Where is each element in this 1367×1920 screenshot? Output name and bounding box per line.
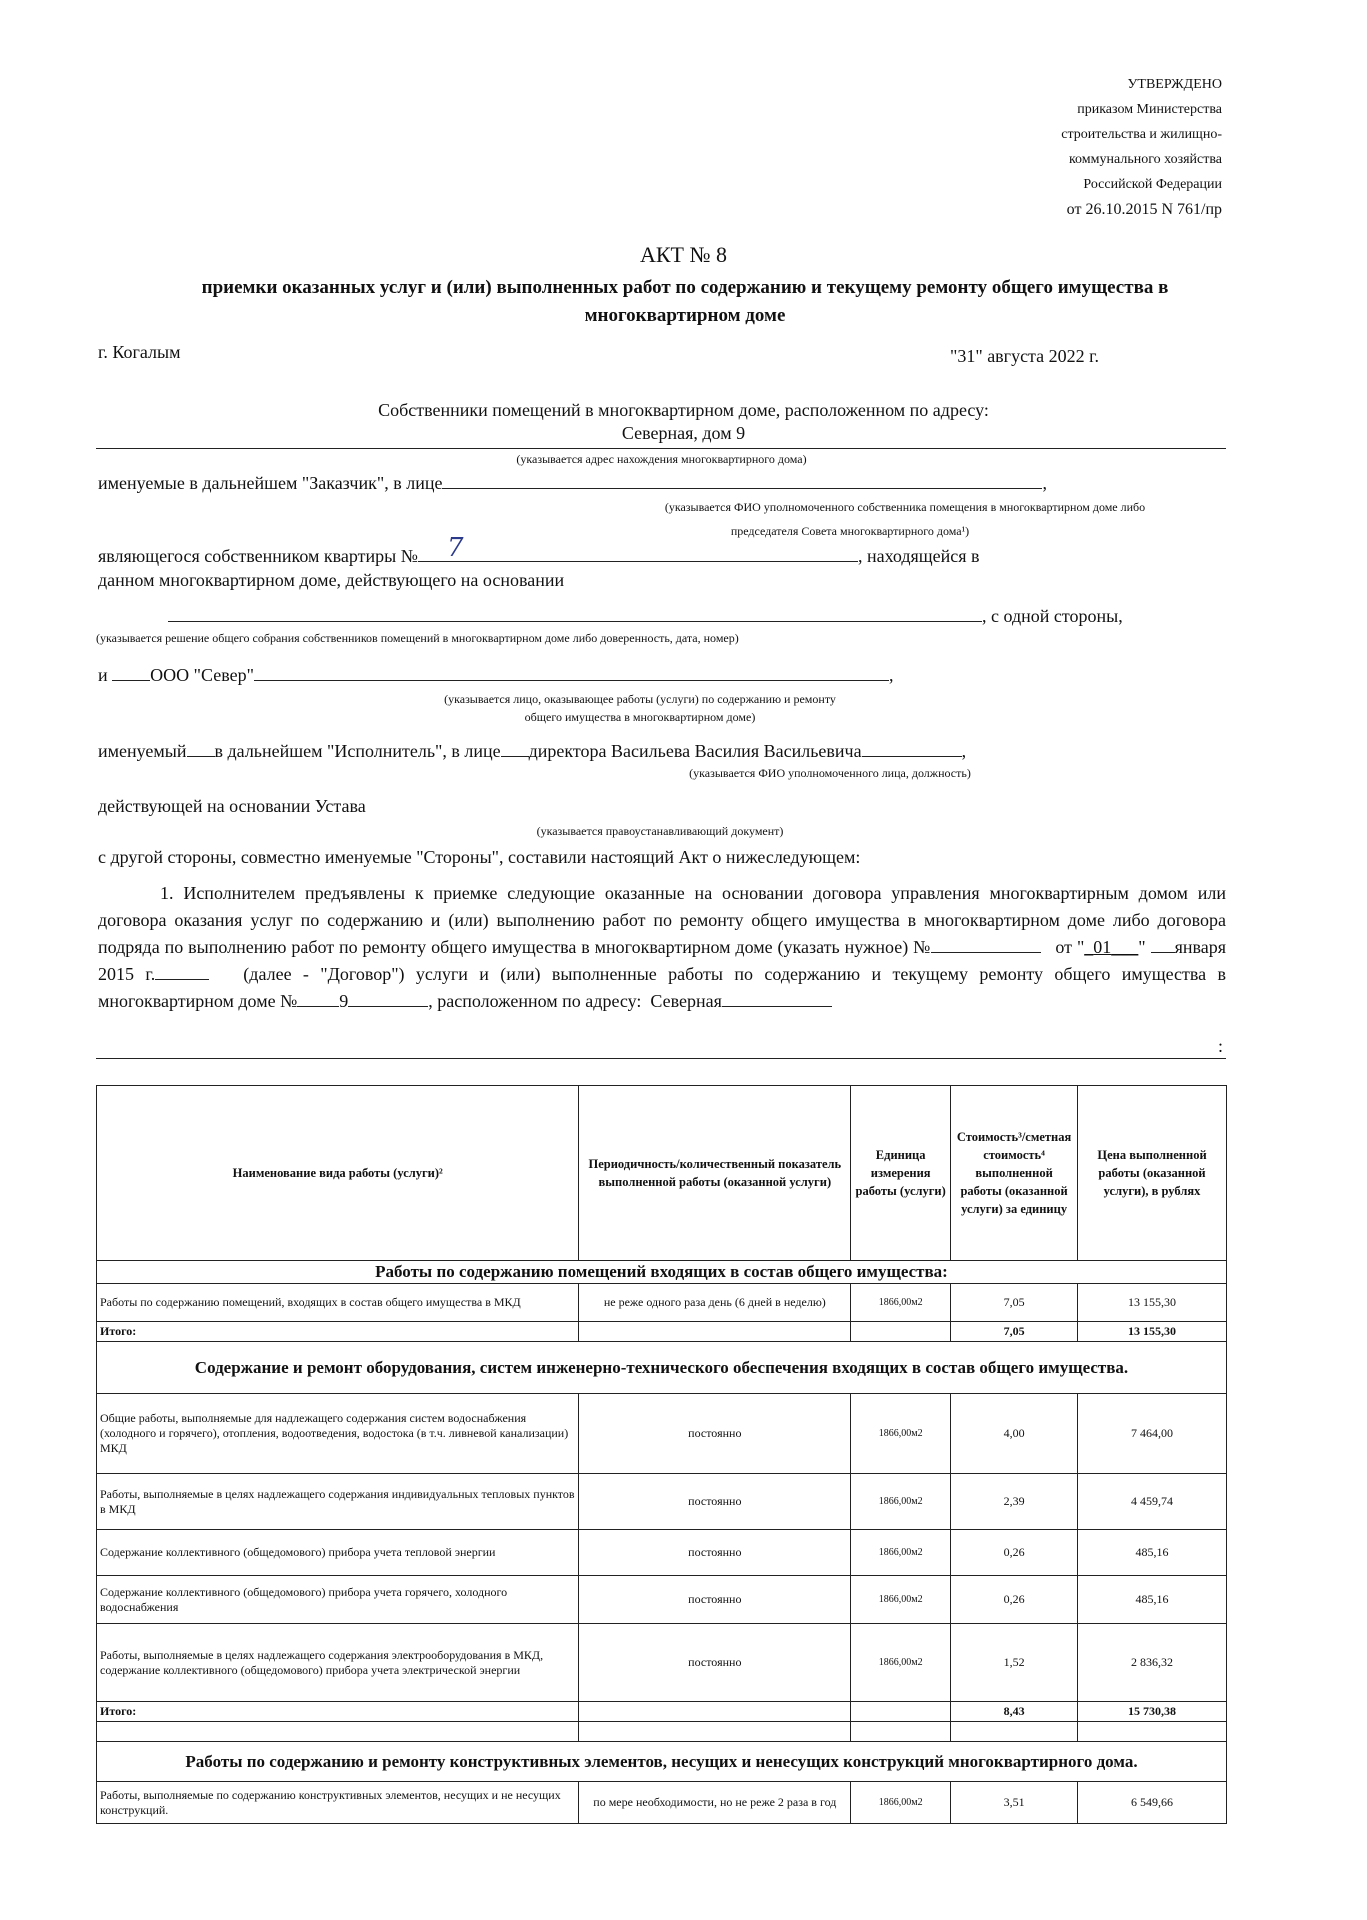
executor-post-blank <box>862 740 962 757</box>
row-price: 6 549,66 <box>1078 1782 1227 1824</box>
row-name: Работы, выполняемые в целях надлежащего содержания индивидуальных тепловых пунктов в МКД <box>97 1474 579 1530</box>
total-empty <box>579 1702 851 1722</box>
row-price: 485,16 <box>1078 1576 1227 1624</box>
executor-person: директора Васильева Василия Васильевича <box>528 741 862 761</box>
street-name: Северная <box>650 991 722 1011</box>
street-post-blank <box>722 990 832 1007</box>
section-title: Содержание и ремонт оборудования, систем инженерно-технического обеспечения входящих в состав общего имущества. <box>97 1342 1227 1394</box>
contractor-name: ООО "Север" <box>150 665 254 685</box>
approval-line: строительства и жилищно- <box>1061 127 1222 142</box>
clause-1-text-e: (далее - "Договор") услуги и (или) выполненные работы по содержанию и текущему ремонту общего имущества в многоквартирном доме № <box>98 964 1226 1011</box>
row-unit: 1866,00м2 <box>851 1284 951 1322</box>
apartment-blank <box>418 545 858 562</box>
address-note: (указывается адрес нахождения многоквартирного дома) <box>516 452 807 466</box>
empty-cell <box>851 1722 951 1742</box>
house-pre-blank <box>297 990 339 1007</box>
contract-number-blank <box>931 936 1041 953</box>
house-post-blank <box>348 990 428 1007</box>
executor-gender-blank <box>187 740 215 757</box>
clause-1-text-g: расположенном по адресу: <box>437 991 642 1011</box>
approval-line: УТВЕРЖДЕНО <box>1127 77 1222 92</box>
total-row <box>97 1322 1227 1342</box>
total-cost: 8,43 <box>951 1702 1078 1722</box>
basis-note: (указывается решение общего собрания собственников помещений в многоквартирном доме либо доверенность, дата, номер) <box>96 631 739 645</box>
row-period: по мере необходимости, но не реже 2 раза в год <box>579 1782 851 1824</box>
row-unit: 1866,00м2 <box>851 1782 951 1824</box>
row-cost: 2,39 <box>951 1474 1078 1530</box>
contractor-note-1: (указывается лицо, оказывающее работы (услуги) по содержанию и ремонту <box>444 692 836 706</box>
contractor-pre-blank <box>112 664 150 681</box>
total-label: Итого: <box>97 1702 579 1722</box>
executor-note: (указывается ФИО уполномоченного лица, должность) <box>689 766 971 780</box>
section-title-row <box>97 1742 1227 1782</box>
row-cost: 1,52 <box>951 1624 1078 1702</box>
basis-blank-line <box>168 605 1123 627</box>
acting-basis: действующей на основании Устава <box>98 796 366 816</box>
section-title: Работы по содержанию помещений входящих в состав общего имущества: <box>97 1261 1227 1284</box>
total-cost: 7,05 <box>951 1322 1078 1342</box>
table-row <box>97 1530 1227 1576</box>
contract-day-value: 01 <box>1093 937 1112 957</box>
table-row <box>97 1624 1227 1702</box>
total-label: Итого: <box>97 1322 579 1342</box>
empty-row <box>97 1722 1227 1742</box>
contract-day: _01___ <box>1084 937 1139 957</box>
approval-stamp <box>1061 72 1222 222</box>
customer-line: именуемые в дальнейшем "Заказчик", в лице , <box>98 473 1047 493</box>
empty-cell <box>951 1722 1078 1742</box>
row-name: Работы по содержанию помещений, входящих в состав общего имущества в МКД <box>97 1284 579 1322</box>
header-name: Наименование вида работы (услуги)² <box>97 1086 579 1261</box>
section-title-row <box>97 1342 1227 1394</box>
table-header-row <box>97 1086 1227 1261</box>
section-title: Работы по содержанию и ремонту конструктивных элементов, несущих и ненесущих конструкций многоквартирного дома. <box>97 1742 1227 1782</box>
house-number: 9 <box>339 991 349 1011</box>
row-price: 4 459,74 <box>1078 1474 1227 1530</box>
apartment-label: являющегося собственником квартиры № <box>98 546 418 566</box>
customer-blank <box>442 472 1042 489</box>
acting-note: (указывается правоустанавливающий документ) <box>536 824 784 838</box>
total-empty <box>851 1322 951 1342</box>
clause-1-text-a: 1. Исполнителем предъявлены к приемке следующие оказанные на основании договора управления многоквартирным домом или договора оказания услуг по содержанию и (или) выполнению работ по ремонту общего имущества в многоквартирном доме либо договора подряда по выполнению работ по ремонту общего имущества в многоквартирном доме (указать нужное) № <box>98 883 1226 957</box>
row-unit: 1866,00м2 <box>851 1624 951 1702</box>
row-name: Работы, выполняемые по содержанию конструктивных элементов, несущих и не несущих конструкций. <box>97 1782 579 1824</box>
month-pre-blank <box>1151 936 1175 953</box>
customer-note-1: (указывается ФИО уполномоченного собственника помещения в многоквартирном доме либо <box>664 500 1146 514</box>
empty-cell <box>579 1722 851 1742</box>
empty-cell <box>1078 1722 1227 1742</box>
customer-label: именуемые в дальнейшем "Заказчик", в лице <box>98 473 443 493</box>
works-table <box>96 1085 1227 1824</box>
clause-1-comma: , <box>428 991 433 1011</box>
approval-line: от 26.10.2015 N 761/пр <box>1066 201 1222 218</box>
header-cost: Стоимость³/сметная стоимость⁴ выполненной работы (оказанной услуги) за единицу <box>951 1086 1078 1261</box>
header-unit: Единица измерения работы (услуги) <box>851 1086 951 1261</box>
basis-blank <box>168 605 982 622</box>
and-label: и <box>98 665 108 685</box>
contractor-note-2: общего имущества в многоквартирном доме) <box>524 710 756 724</box>
row-name: Содержание коллективного (общедомового) прибора учета горячего, холодного водоснабжения <box>97 1576 579 1624</box>
apartment-number-handwritten: 7 <box>447 533 464 563</box>
row-unit: 1866,00м2 <box>851 1576 951 1624</box>
row-name: Содержание коллективного (общедомового) прибора учета тепловой энергии <box>97 1530 579 1576</box>
row-price: 7 464,00 <box>1078 1394 1227 1474</box>
table-row <box>97 1782 1227 1824</box>
act-title: АКТ № 8 <box>640 242 727 267</box>
executor-line: именуемый в дальнейшем "Исполнитель", в лице директора Васильева Василия Васильевича , <box>98 741 967 761</box>
row-period: постоянно <box>579 1474 851 1530</box>
table-row <box>97 1394 1227 1474</box>
approval-line: приказом Министерства <box>1077 102 1222 117</box>
row-price: 2 836,32 <box>1078 1624 1227 1702</box>
total-empty <box>579 1322 851 1342</box>
executor-label-1: именуемый <box>98 741 187 761</box>
row-period: постоянно <box>579 1576 851 1624</box>
clause-1-text-b: от " <box>1055 937 1085 957</box>
customer-note-2: председателя Совета многоквартирного дома¹) <box>730 524 970 538</box>
year-post-blank <box>155 963 209 980</box>
row-unit: 1866,00м2 <box>851 1394 951 1474</box>
table-row <box>97 1284 1227 1322</box>
clause-1-text-c: " <box>1138 937 1146 957</box>
executor-label-2: в дальнейшем "Исполнитель", в лице <box>214 741 501 761</box>
owners-line: Собственники помещений в многоквартирном доме, расположенном по адресу: <box>378 400 989 420</box>
row-period: постоянно <box>579 1394 851 1474</box>
approval-line: Российской Федерации <box>1083 177 1222 192</box>
approval-line: коммунального хозяйства <box>1068 152 1222 167</box>
total-empty <box>851 1702 951 1722</box>
row-period: не реже одного раза день (6 дней в неделю) <box>579 1284 851 1322</box>
executor-pre-blank <box>501 740 529 757</box>
act-date: "31" августа 2022 г. <box>950 346 1099 366</box>
clause-1-colon: : <box>1218 1036 1224 1056</box>
contractor-blank <box>254 664 889 681</box>
section-title-row <box>97 1261 1227 1284</box>
row-price: 13 155,30 <box>1078 1284 1227 1322</box>
clause-1-underline <box>96 1058 1226 1059</box>
total-price: 15 730,38 <box>1078 1702 1227 1722</box>
row-cost: 7,05 <box>951 1284 1078 1322</box>
row-price: 485,16 <box>1078 1530 1227 1576</box>
row-cost: 0,26 <box>951 1576 1078 1624</box>
row-cost: 4,00 <box>951 1394 1078 1474</box>
clause-1-text-d: января 2015 г. <box>98 937 1227 984</box>
city: г. Когалым <box>98 342 181 362</box>
contractor-line: и ООО "Север" , <box>98 665 894 685</box>
header-price: Цена выполненной работы (оказанной услуги), в рублях <box>1078 1086 1227 1261</box>
table-row <box>97 1474 1227 1530</box>
row-name: Работы, выполняемые в целях надлежащего содержания электрооборудования в МКД, содержание коллективного (общедомового) прибора учета электрической энергии <box>97 1624 579 1702</box>
empty-cell <box>97 1722 579 1742</box>
clause-1 <box>98 880 1226 1015</box>
row-cost: 3,51 <box>951 1782 1078 1824</box>
row-cost: 0,26 <box>951 1530 1078 1576</box>
table-row <box>97 1576 1227 1624</box>
total-row <box>97 1702 1227 1722</box>
header-period: Периодичность/количественный показатель выполненной работы (оказанной услуги) <box>579 1086 851 1261</box>
one-side: , с одной стороны, <box>982 606 1123 626</box>
act-subtitle: приемки оказанных услуг и (или) выполненных работ по содержанию и текущему ремонту общего имущества в многоквартирном доме <box>201 277 1169 326</box>
row-period: постоянно <box>579 1530 851 1576</box>
basis-line: данном многоквартирном доме, действующего на основании <box>98 570 565 590</box>
row-unit: 1866,00м2 <box>851 1474 951 1530</box>
together-line: с другой стороны, совместно именуемые "Стороны", составили настоящий Акт о нижеследующем: <box>98 847 861 867</box>
row-unit: 1866,00м2 <box>851 1530 951 1576</box>
house-address: Северная, дом 9 <box>621 423 746 443</box>
total-price: 13 155,30 <box>1078 1322 1227 1342</box>
apartment-suffix: , находящейся в <box>857 546 980 566</box>
row-period: постоянно <box>579 1624 851 1702</box>
apartment-line <box>98 545 980 567</box>
row-name: Общие работы, выполняемые для надлежащего содержания систем водоснабжения (холодного и горячего), отопления, водоотведения, водостока (в т.ч. ливневой канализации) МКД <box>97 1394 579 1474</box>
